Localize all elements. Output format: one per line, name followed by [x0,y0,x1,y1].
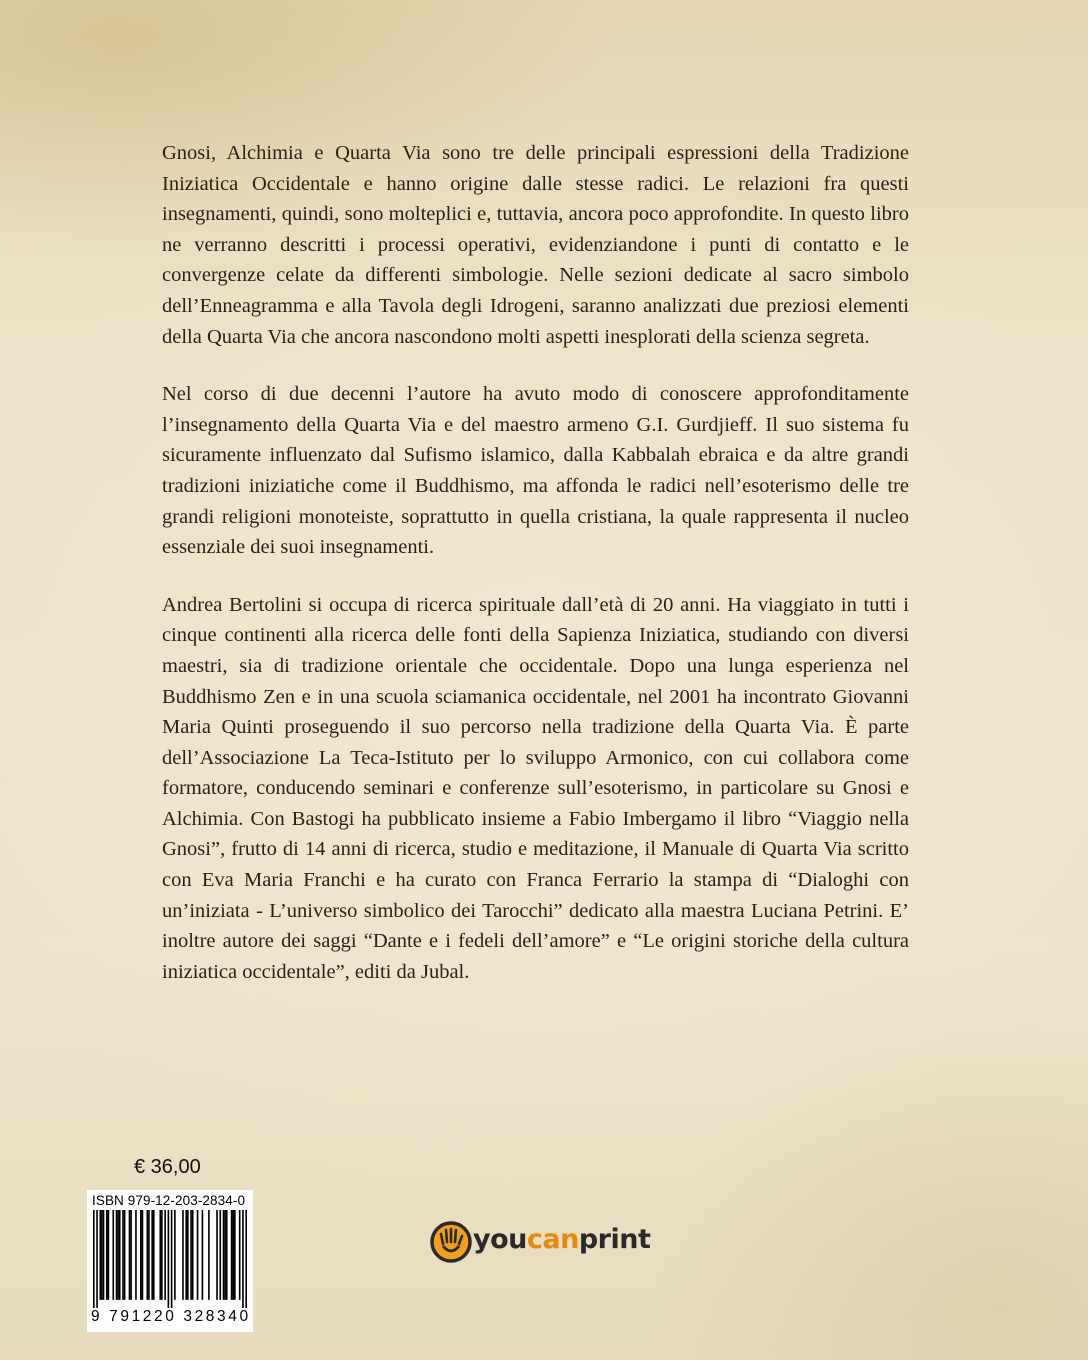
barcode-bar [168,1210,170,1308]
barcode-bar [202,1210,204,1300]
barcode-bar [135,1210,137,1300]
barcode-bar [171,1210,173,1308]
barcode-bar [174,1210,176,1300]
barcode-bar [232,1210,234,1300]
isbn-label: ISBN 979-12-203-2834-0 [92,1193,246,1208]
barcode-bar [146,1210,148,1300]
context-paragraph: Nel corso di due decenni l’autore ha avuto modo di conoscere approfonditamente l’insegnamento della Quarta Via e del maestro armeno G.I. Gurdjieff. Il suo sistema fu sicuramente influenzato dal Sufismo islamico, dalla Kabbalah ebraica e da altre grandi tradizioni iniziatiche come il Buddhismo, ma affonda le radici nell’esoterismo delle tre grandi religioni monoteiste, soprattutto in quella cristiana, la quale rappresenta il nucleo essenziale dei suoi insegnamenti. [162,383,909,559]
barcode-bar [161,1210,163,1300]
barcode-bar [108,1210,110,1300]
isbn-barcode [87,1190,253,1332]
barcode-bar [187,1210,189,1300]
barcode-bar [129,1210,131,1300]
barcode-bar [208,1210,210,1300]
publisher-logo [429,1220,651,1264]
barcode-bar [119,1210,121,1300]
barcode-bar [130,1210,132,1300]
barcode-bar [231,1210,233,1300]
barcode-bar [112,1210,114,1300]
synopsis-paragraph: Gnosi, Alchimia e Quarta Via sono tre delle principali espressioni della Tradizione Iniziatica Occidentale e hanno origine dalle stesse radici. Le relazioni fra questi insegnamenti, quindi, sono molteplici e, tuttavia, ancora poco approfondite. In questo libro ne verranno descritti i processi operativi, evidenziandone i punti di contatto e le convergenze celate da differenti simbologie. Nelle sezioni dedicate al sacro simbolo dell’Enneagramma e alla Tavola degli Idrogeni, saranno analizzati due preziosi elementi della Quarta Via che ancora nascondono molti aspetti inesplorati della scienza segreta. [162,142,909,348]
barcode-bar [106,1210,108,1300]
barcode-bar [140,1210,142,1300]
publisher-logo-text [473,1224,650,1255]
barcode-bar [164,1210,166,1300]
barcode-bar [245,1210,247,1308]
barcode-bar [153,1210,155,1300]
barcode-bar [124,1210,126,1300]
barcode-bars [93,1210,247,1308]
author-bio-paragraph: Andrea Bertolini si occupa di ricerca spirituale dall’età di 20 anni. Ha viaggiato in tutti i cinque continenti alla ricerca delle fonti della Sapienza Iniziatica, studiando con diversi maestri, sia di tradizione orientale che occidentale. Dopo una lunga esperienza nel Buddhismo Zen e in una scuola sciamanica occidentale, nel 2001 ha incontrato Giovanni Maria Quinti proseguendo il suo percorso nella tradizione della Quarta Via. È parte dell’Associazione La Teca-Istituto per lo sviluppo Armonico, con cui collabora come formatore, conducendo seminari e conferenze sull’esoterismo, in particolare su Gnosi e Alchimia. Con Bastogi ha pubblicato insieme a Fabio Imbergamo il libro “Viaggio nella Gnosi”, frutto di 14 anni di ricerca, studio e meditazione, il Manuale di Quarta Via scritto con Eva Maria Franchi e ha curato con Franca Ferrario la stampa di “Dialoghi con un’iniziata - L’universo simbolico dei Tarocchi” dedicato alla maestra Luciana Petrini. E’ inoltre autore dei saggi “Dante e i fedeli dell’amore” e “Le origini storiche della cultura iniziatica occidentale”, editi da Jubal. [162,593,909,983]
publisher-logo-icon [429,1220,473,1264]
barcode-bar [234,1210,236,1300]
barcode-bar [103,1210,105,1300]
barcode-bar [148,1210,150,1300]
barcode-bar [116,1210,118,1300]
back-cover-text [162,138,909,1014]
logo-word-you: you [473,1224,527,1255]
barcode-bar [226,1210,228,1300]
barcode-bar [242,1210,244,1308]
barcode-bar [101,1210,103,1300]
barcode-bar [190,1210,192,1300]
barcode-bar [185,1210,187,1300]
barcode-bar [117,1210,119,1300]
barcode-bar [96,1210,98,1308]
barcode-bar [93,1210,95,1308]
barcode-bar [122,1210,124,1300]
barcode-bar [99,1210,101,1300]
barcode-bar [219,1210,221,1300]
barcode-digits: 9 791220 328340 [91,1308,251,1325]
logo-word-can: can [526,1224,579,1255]
logo-word-print: print [578,1224,651,1255]
barcode-bar [216,1210,218,1300]
barcode-bar [151,1210,153,1300]
barcode-bar [239,1210,241,1300]
barcode-bar [182,1210,184,1300]
barcode-bar [197,1210,199,1300]
price-label: € 36,00 [134,1156,201,1178]
barcode-bar [192,1210,194,1300]
barcode-bar [224,1210,226,1300]
barcode-bar [142,1210,144,1300]
barcode-bar [223,1210,225,1300]
barcode-bar [159,1210,161,1300]
